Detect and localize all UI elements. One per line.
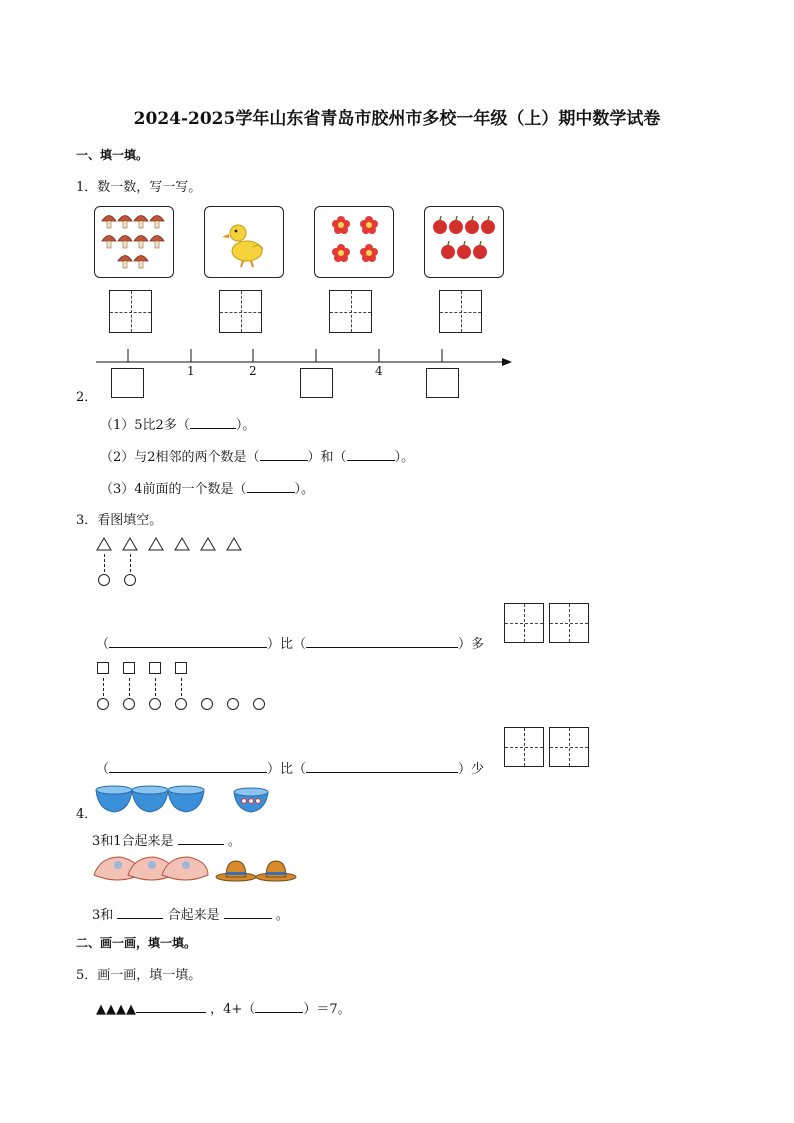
circle-shape <box>175 698 187 710</box>
triangle-icon <box>123 538 137 550</box>
pair-connector <box>129 678 130 696</box>
circle-shape <box>124 574 136 586</box>
question-2-number: 2． <box>76 390 98 405</box>
sub-3-end: ）。 <box>294 482 315 497</box>
sub-1-end: ）。 <box>235 418 256 433</box>
row-1-blank-a[interactable] <box>109 633 267 648</box>
section-heading-1: 一、填一填。 <box>76 148 149 162</box>
mushroom-icon <box>118 256 132 262</box>
circle-shape <box>123 698 135 710</box>
question-5-label: 5．画一画，填一填。 <box>76 968 202 983</box>
line-2-text: 3和 <box>92 908 114 923</box>
line-2-blank-a[interactable] <box>117 904 163 919</box>
triangle-icon <box>97 538 111 550</box>
sub-1-text: （1）5比2多（ <box>100 418 190 433</box>
mushroom-icon <box>118 236 132 242</box>
answer-grid-flower[interactable] <box>329 290 372 333</box>
filled-triangle-icon: ▲▲▲▲ <box>96 1002 136 1017</box>
line-1-blank[interactable] <box>178 830 224 845</box>
question-2-sub-3 <box>100 478 314 497</box>
question-2-sub-2 <box>100 446 414 465</box>
circle-shape <box>201 698 213 710</box>
square-shape <box>97 662 109 674</box>
sub-1-blank[interactable] <box>190 414 236 429</box>
line-2-mid: 合起来是 <box>167 908 220 923</box>
compare-row-2 <box>96 758 484 777</box>
answer-grid-duck[interactable] <box>219 290 262 333</box>
triangle-row <box>96 536 256 552</box>
equation-end: ）＝7。 <box>303 1002 351 1017</box>
question-5-line <box>96 998 351 1017</box>
equation-blank[interactable] <box>255 998 303 1013</box>
apple-icon <box>425 207 503 277</box>
pair-connector <box>103 678 104 696</box>
duck-picture <box>204 206 284 278</box>
triangle-icon <box>201 538 215 550</box>
equation-text: ，4+（ <box>210 1002 256 1017</box>
pair-connector <box>130 554 131 572</box>
answer-grid-more-ones[interactable] <box>549 603 589 643</box>
triangle-icon <box>227 538 241 550</box>
flower-icon <box>315 207 393 277</box>
number-line <box>90 342 520 366</box>
row-2-blank-b[interactable] <box>306 758 458 773</box>
mushroom-icon <box>118 216 132 222</box>
row-2-end: ）少 <box>458 762 485 777</box>
circle-shape <box>98 574 110 586</box>
tick-label-4: 4 <box>375 364 383 378</box>
sub-2-blank-a[interactable] <box>260 446 308 461</box>
numberline-answer-box-0[interactable] <box>111 368 144 398</box>
row-1-blank-b[interactable] <box>306 633 458 648</box>
sub-3-blank[interactable] <box>247 478 295 493</box>
row-1-end: ）多 <box>458 637 485 652</box>
question-2-sub-1 <box>100 414 255 433</box>
sub-2-end: ）。 <box>394 450 415 465</box>
flower-picture <box>314 206 394 278</box>
question-1-label: 1．数一数，写一写。 <box>76 180 202 195</box>
mushroom-icon <box>102 216 116 222</box>
question-3-label: 3．看图填空。 <box>76 513 163 528</box>
mushroom-icon <box>134 236 148 242</box>
row-2-mid: ）比（ <box>267 762 307 777</box>
sub-3-text: （3）4前面的一个数是（ <box>100 482 247 497</box>
numberline-answer-box-5[interactable] <box>426 368 459 398</box>
page-title: 2024-2025学年山东省青岛市胶州市多校一年级（上）期中数学试卷 <box>133 109 661 129</box>
triangle-icon <box>149 538 163 550</box>
row-2-open: （ <box>96 762 110 777</box>
hat-icon <box>92 853 302 887</box>
answer-grid-mushroom[interactable] <box>109 290 152 333</box>
sub-2-text: （2）与2相邻的两个数是（ <box>100 450 260 465</box>
row-2-blank-a[interactable] <box>109 758 267 773</box>
line-2-end: 。 <box>275 908 289 923</box>
mushroom-picture <box>94 206 174 278</box>
mushroom-icon <box>95 207 173 277</box>
square-shape <box>123 662 135 674</box>
duck-icon <box>205 207 283 277</box>
mushroom-icon <box>134 216 148 222</box>
answer-grid-more-tens[interactable] <box>504 603 544 643</box>
sub-2-mid: ）和（ <box>307 450 347 465</box>
circle-shape <box>97 698 109 710</box>
line-2-blank-b[interactable] <box>224 904 272 919</box>
sub-2-blank-b[interactable] <box>347 446 395 461</box>
square-shape <box>175 662 187 674</box>
circle-shape <box>253 698 265 710</box>
tick-label-2: 2 <box>249 364 257 378</box>
pair-connector <box>155 678 156 696</box>
line-1-text: 3和1合起来是 <box>92 834 174 849</box>
numberline-answer-box-3[interactable] <box>300 368 333 398</box>
mushroom-icon <box>150 216 164 222</box>
answer-grid-apple[interactable] <box>439 290 482 333</box>
row-1-mid: ）比（ <box>267 637 307 652</box>
square-shape <box>149 662 161 674</box>
line-1-end: 。 <box>227 834 241 849</box>
bowl-icon <box>92 782 282 814</box>
circle-shape <box>227 698 239 710</box>
pair-connector <box>104 554 105 572</box>
question-4-line-2 <box>92 904 289 923</box>
draw-blank[interactable] <box>136 998 206 1013</box>
answer-grid-less-tens[interactable] <box>504 727 544 767</box>
mushroom-icon <box>102 236 116 242</box>
compare-row-1 <box>96 633 484 652</box>
answer-grid-less-ones[interactable] <box>549 727 589 767</box>
mushroom-icon <box>134 256 148 262</box>
circle-shape <box>149 698 161 710</box>
apple-picture <box>424 206 504 278</box>
question-4-line-1 <box>92 830 241 849</box>
row-1-open: （ <box>96 637 110 652</box>
triangle-icon <box>175 538 189 550</box>
tick-label-1: 1 <box>187 364 195 378</box>
mushroom-icon <box>150 236 164 242</box>
question-4-number: 4． <box>76 807 98 822</box>
section-heading-2: 二、画一画，填一填。 <box>76 936 197 950</box>
pair-connector <box>181 678 182 696</box>
